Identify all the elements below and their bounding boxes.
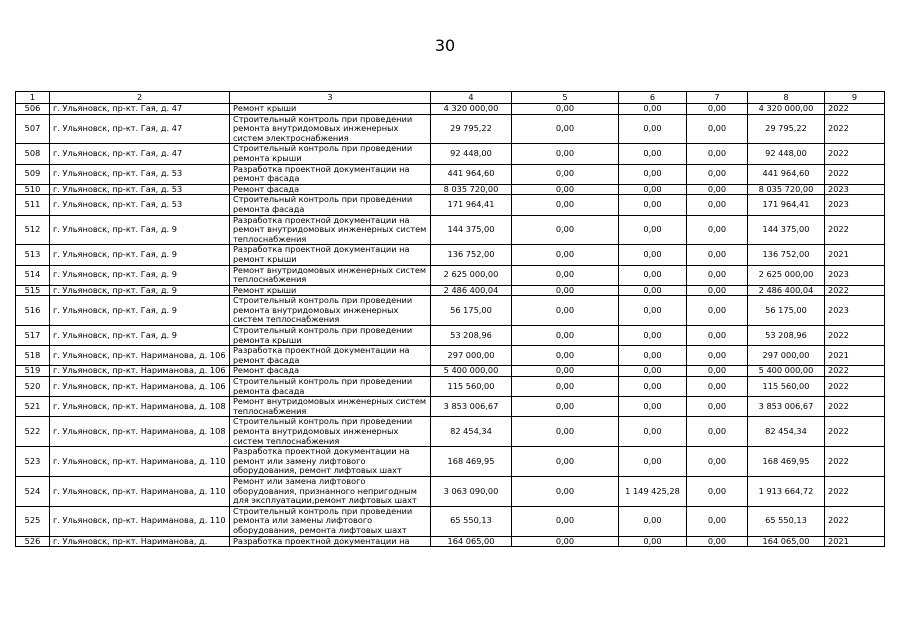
address-cell: г. Ульяновск, пр-кт. Нариманова, д. 110 — [50, 506, 230, 536]
col6-cell: 1 149 425,28 — [619, 476, 687, 506]
row-number: 524 — [16, 476, 50, 506]
row-number: 526 — [16, 536, 50, 547]
address-cell: г. Ульяновск, пр-кт. Нариманова, д. 108 — [50, 397, 230, 417]
col6-cell: 0,00 — [619, 346, 687, 366]
col5-cell: 0,00 — [512, 265, 619, 285]
year-cell: 2021 — [825, 245, 885, 265]
year-cell: 2023 — [825, 184, 885, 195]
col6-cell: 0,00 — [619, 114, 687, 144]
row-number: 525 — [16, 506, 50, 536]
year-cell: 2022 — [825, 417, 885, 447]
col7-cell: 0,00 — [687, 377, 748, 397]
col8-cell: 1 913 664,72 — [748, 476, 825, 506]
column-header-4: 4 — [431, 92, 512, 104]
year-cell: 2022 — [825, 366, 885, 377]
address-cell: г. Ульяновск, пр-кт. Гая, д. 53 — [50, 164, 230, 184]
col5-cell: 0,00 — [512, 417, 619, 447]
address-cell: г. Ульяновск, пр-кт. Гая, д. 9 — [50, 245, 230, 265]
work-type-cell: Ремонт внутридомовых инженерных систем теплоснабжения — [230, 265, 431, 285]
row-number: 511 — [16, 195, 50, 215]
address-cell: г. Ульяновск, пр-кт. Гая, д. 47 — [50, 104, 230, 115]
row-number: 523 — [16, 447, 50, 477]
work-type-cell: Ремонт фасада — [230, 366, 431, 377]
col5-cell: 0,00 — [512, 114, 619, 144]
address-cell: г. Ульяновск, пр-кт. Гая, д. 53 — [50, 184, 230, 195]
year-cell: 2022 — [825, 397, 885, 417]
total-cost-cell: 29 795,22 — [431, 114, 512, 144]
total-cost-cell: 3 853 006,67 — [431, 397, 512, 417]
row-number: 522 — [16, 417, 50, 447]
total-cost-cell: 2 625 000,00 — [431, 265, 512, 285]
col8-cell: 441 964,60 — [748, 164, 825, 184]
table-header — [16, 92, 885, 104]
year-cell: 2021 — [825, 536, 885, 547]
table-row — [16, 265, 885, 285]
year-cell: 2021 — [825, 346, 885, 366]
col5-cell: 0,00 — [512, 346, 619, 366]
col8-cell: 82 454,34 — [748, 417, 825, 447]
table-row — [16, 417, 885, 447]
row-number: 506 — [16, 104, 50, 115]
total-cost-cell: 8 035 720,00 — [431, 184, 512, 195]
total-cost-cell: 2 486 400,04 — [431, 285, 512, 296]
table-row — [16, 144, 885, 164]
col6-cell: 0,00 — [619, 366, 687, 377]
column-header-6: 6 — [619, 92, 687, 104]
year-cell: 2022 — [825, 285, 885, 296]
col8-cell: 65 550,13 — [748, 506, 825, 536]
col8-cell: 2 486 400,04 — [748, 285, 825, 296]
address-cell: г. Ульяновск, пр-кт. Гая, д. 9 — [50, 296, 230, 326]
col8-cell: 297 000,00 — [748, 346, 825, 366]
total-cost-cell: 92 448,00 — [431, 144, 512, 164]
col7-cell: 0,00 — [687, 144, 748, 164]
total-cost-cell: 82 454,34 — [431, 417, 512, 447]
col7-cell: 0,00 — [687, 397, 748, 417]
col6-cell: 0,00 — [619, 447, 687, 477]
row-number: 510 — [16, 184, 50, 195]
col8-cell: 115 560,00 — [748, 377, 825, 397]
address-cell: г. Ульяновск, пр-кт. Нариманова, д. 106 — [50, 377, 230, 397]
address-cell: г. Ульяновск, пр-кт. Гая, д. 53 — [50, 195, 230, 215]
total-cost-cell: 115 560,00 — [431, 377, 512, 397]
table-row — [16, 536, 885, 547]
page-number: 30 — [434, 36, 456, 55]
year-cell: 2022 — [825, 144, 885, 164]
work-type-cell: Разработка проектной документации на ремонт внутридомовых инженерных систем теплоснабжения — [230, 215, 431, 245]
col8-cell: 8 035 720,00 — [748, 184, 825, 195]
header-row — [16, 92, 885, 104]
address-cell: г. Ульяновск, пр-кт. Нариманова, д. 106 — [50, 346, 230, 366]
repair-program-table — [15, 91, 885, 547]
col6-cell: 0,00 — [619, 285, 687, 296]
col8-cell: 171 964,41 — [748, 195, 825, 215]
row-number: 507 — [16, 114, 50, 144]
col6-cell: 0,00 — [619, 417, 687, 447]
col5-cell: 0,00 — [512, 195, 619, 215]
column-header-3: 3 — [230, 92, 431, 104]
col5-cell: 0,00 — [512, 366, 619, 377]
address-cell: г. Ульяновск, пр-кт. Гая, д. 9 — [50, 215, 230, 245]
col8-cell: 168 469,95 — [748, 447, 825, 477]
year-cell: 2022 — [825, 215, 885, 245]
col6-cell: 0,00 — [619, 265, 687, 285]
col7-cell: 0,00 — [687, 326, 748, 346]
col8-cell: 56 175,00 — [748, 296, 825, 326]
address-cell: г. Ульяновск, пр-кт. Нариманова, д. 110 — [50, 447, 230, 477]
total-cost-cell: 65 550,13 — [431, 506, 512, 536]
work-type-cell: Разработка проектной документации на ремонт или замену лифтового оборудования, ремонт лифтовых шахт — [230, 447, 431, 477]
year-cell: 2022 — [825, 476, 885, 506]
row-number: 516 — [16, 296, 50, 326]
work-type-cell: Разработка проектной документации на ремонт крыши — [230, 245, 431, 265]
year-cell: 2023 — [825, 296, 885, 326]
year-cell: 2022 — [825, 326, 885, 346]
year-cell: 2022 — [825, 114, 885, 144]
total-cost-cell: 53 208,96 — [431, 326, 512, 346]
address-cell: г. Ульяновск, пр-кт. Нариманова, д. — [50, 536, 230, 547]
total-cost-cell: 441 964,60 — [431, 164, 512, 184]
row-number: 521 — [16, 397, 50, 417]
col6-cell: 0,00 — [619, 104, 687, 115]
col7-cell: 0,00 — [687, 346, 748, 366]
col7-cell: 0,00 — [687, 184, 748, 195]
year-cell: 2022 — [825, 506, 885, 536]
col5-cell: 0,00 — [512, 104, 619, 115]
col6-cell: 0,00 — [619, 164, 687, 184]
col5-cell: 0,00 — [512, 506, 619, 536]
work-type-cell: Разработка проектной документации на ремонт фасада — [230, 164, 431, 184]
col7-cell: 0,00 — [687, 265, 748, 285]
col6-cell: 0,00 — [619, 215, 687, 245]
col7-cell: 0,00 — [687, 164, 748, 184]
col5-cell: 0,00 — [512, 184, 619, 195]
col8-cell: 136 752,00 — [748, 245, 825, 265]
col7-cell: 0,00 — [687, 366, 748, 377]
address-cell: г. Ульяновск, пр-кт. Гая, д. 47 — [50, 114, 230, 144]
col8-cell: 92 448,00 — [748, 144, 825, 164]
table-row — [16, 447, 885, 477]
col8-cell: 144 375,00 — [748, 215, 825, 245]
table-row — [16, 164, 885, 184]
column-header-8: 8 — [748, 92, 825, 104]
total-cost-cell: 4 320 000,00 — [431, 104, 512, 115]
column-header-5: 5 — [512, 92, 619, 104]
year-cell: 2022 — [825, 377, 885, 397]
col7-cell: 0,00 — [687, 215, 748, 245]
col6-cell: 0,00 — [619, 536, 687, 547]
col7-cell: 0,00 — [687, 476, 748, 506]
row-number: 512 — [16, 215, 50, 245]
table-row — [16, 377, 885, 397]
address-cell: г. Ульяновск, пр-кт. Нариманова, д. 110 — [50, 476, 230, 506]
table-row — [16, 476, 885, 506]
address-cell: г. Ульяновск, пр-кт. Гая, д. 47 — [50, 144, 230, 164]
row-number: 518 — [16, 346, 50, 366]
address-cell: г. Ульяновск, пр-кт. Гая, д. 9 — [50, 326, 230, 346]
total-cost-cell: 56 175,00 — [431, 296, 512, 326]
col8-cell: 2 625 000,00 — [748, 265, 825, 285]
col5-cell: 0,00 — [512, 215, 619, 245]
table-row — [16, 245, 885, 265]
work-type-cell: Ремонт фасада — [230, 184, 431, 195]
column-header-9: 9 — [825, 92, 885, 104]
row-number: 519 — [16, 366, 50, 377]
row-number: 515 — [16, 285, 50, 296]
col6-cell: 0,00 — [619, 195, 687, 215]
total-cost-cell: 164 065,00 — [431, 536, 512, 547]
table-row — [16, 397, 885, 417]
col6-cell: 0,00 — [619, 377, 687, 397]
col6-cell: 0,00 — [619, 397, 687, 417]
col5-cell: 0,00 — [512, 285, 619, 296]
col5-cell: 0,00 — [512, 164, 619, 184]
col7-cell: 0,00 — [687, 114, 748, 144]
table-row — [16, 326, 885, 346]
row-number: 514 — [16, 265, 50, 285]
col6-cell: 0,00 — [619, 296, 687, 326]
address-cell: г. Ульяновск, пр-кт. Гая, д. 9 — [50, 265, 230, 285]
col7-cell: 0,00 — [687, 296, 748, 326]
col5-cell: 0,00 — [512, 326, 619, 346]
row-number: 520 — [16, 377, 50, 397]
address-cell: г. Ульяновск, пр-кт. Нариманова, д. 106 — [50, 366, 230, 377]
work-type-cell: Строительный контроль при проведении ремонта внутридомовых инженерных систем теплоснабжения — [230, 417, 431, 447]
row-number: 509 — [16, 164, 50, 184]
table-row — [16, 366, 885, 377]
col8-cell: 3 853 006,67 — [748, 397, 825, 417]
col7-cell: 0,00 — [687, 245, 748, 265]
col5-cell: 0,00 — [512, 144, 619, 164]
col7-cell: 0,00 — [687, 447, 748, 477]
total-cost-cell: 3 063 090,00 — [431, 476, 512, 506]
column-header-7: 7 — [687, 92, 748, 104]
table-row — [16, 506, 885, 536]
year-cell: 2022 — [825, 104, 885, 115]
col8-cell: 29 795,22 — [748, 114, 825, 144]
year-cell: 2023 — [825, 265, 885, 285]
col5-cell: 0,00 — [512, 447, 619, 477]
table-row — [16, 114, 885, 144]
work-type-cell: Строительный контроль при проведении ремонта или замены лифтового оборудования, ремонта лифтовых шахт — [230, 506, 431, 536]
work-type-cell: Строительный контроль при проведении ремонта фасада — [230, 377, 431, 397]
table-body — [16, 104, 885, 547]
col6-cell: 0,00 — [619, 184, 687, 195]
work-type-cell: Разработка проектной документации на — [230, 536, 431, 547]
col7-cell: 0,00 — [687, 195, 748, 215]
total-cost-cell: 144 375,00 — [431, 215, 512, 245]
col5-cell: 0,00 — [512, 536, 619, 547]
total-cost-cell: 5 400 000,00 — [431, 366, 512, 377]
col6-cell: 0,00 — [619, 245, 687, 265]
row-number: 513 — [16, 245, 50, 265]
total-cost-cell: 136 752,00 — [431, 245, 512, 265]
col6-cell: 0,00 — [619, 506, 687, 536]
table-row — [16, 296, 885, 326]
col5-cell: 0,00 — [512, 397, 619, 417]
row-number: 517 — [16, 326, 50, 346]
column-header-2: 2 — [50, 92, 230, 104]
work-type-cell: Строительный контроль при проведении ремонта внутридомовых инженерных систем теплоснабжения — [230, 296, 431, 326]
column-header-1: 1 — [16, 92, 50, 104]
work-type-cell: Ремонт внутридомовых инженерных систем теплоснабжения — [230, 397, 431, 417]
col7-cell: 0,00 — [687, 285, 748, 296]
work-type-cell: Ремонт крыши — [230, 285, 431, 296]
total-cost-cell: 168 469,95 — [431, 447, 512, 477]
col6-cell: 0,00 — [619, 144, 687, 164]
col7-cell: 0,00 — [687, 536, 748, 547]
col5-cell: 0,00 — [512, 476, 619, 506]
table-row — [16, 184, 885, 195]
work-type-cell: Строительный контроль при проведении ремонта внутридомовых инженерных систем электроснабжения — [230, 114, 431, 144]
col8-cell: 53 208,96 — [748, 326, 825, 346]
row-number: 508 — [16, 144, 50, 164]
year-cell: 2022 — [825, 447, 885, 477]
col8-cell: 4 320 000,00 — [748, 104, 825, 115]
col5-cell: 0,00 — [512, 245, 619, 265]
col5-cell: 0,00 — [512, 296, 619, 326]
total-cost-cell: 297 000,00 — [431, 346, 512, 366]
year-cell: 2022 — [825, 164, 885, 184]
table-row — [16, 285, 885, 296]
work-type-cell: Строительный контроль при проведении ремонта крыши — [230, 326, 431, 346]
col6-cell: 0,00 — [619, 326, 687, 346]
work-type-cell: Строительный контроль при проведении ремонта фасада — [230, 195, 431, 215]
col5-cell: 0,00 — [512, 377, 619, 397]
total-cost-cell: 171 964,41 — [431, 195, 512, 215]
col8-cell: 5 400 000,00 — [748, 366, 825, 377]
col7-cell: 0,00 — [687, 417, 748, 447]
col7-cell: 0,00 — [687, 506, 748, 536]
address-cell: г. Ульяновск, пр-кт. Гая, д. 9 — [50, 285, 230, 296]
table-row — [16, 346, 885, 366]
table-row — [16, 215, 885, 245]
work-type-cell: Ремонт крыши — [230, 104, 431, 115]
col7-cell: 0,00 — [687, 104, 748, 115]
work-type-cell: Ремонт или замена лифтового оборудования, признанного непригодным для эксплуатации,ремонт лифтовых шахт — [230, 476, 431, 506]
table-row — [16, 195, 885, 215]
table-row — [16, 104, 885, 115]
work-type-cell: Разработка проектной документации на ремонт фасада — [230, 346, 431, 366]
year-cell: 2023 — [825, 195, 885, 215]
address-cell: г. Ульяновск, пр-кт. Нариманова, д. 108 — [50, 417, 230, 447]
work-type-cell: Строительный контроль при проведении ремонта крыши — [230, 144, 431, 164]
col8-cell: 164 065,00 — [748, 536, 825, 547]
